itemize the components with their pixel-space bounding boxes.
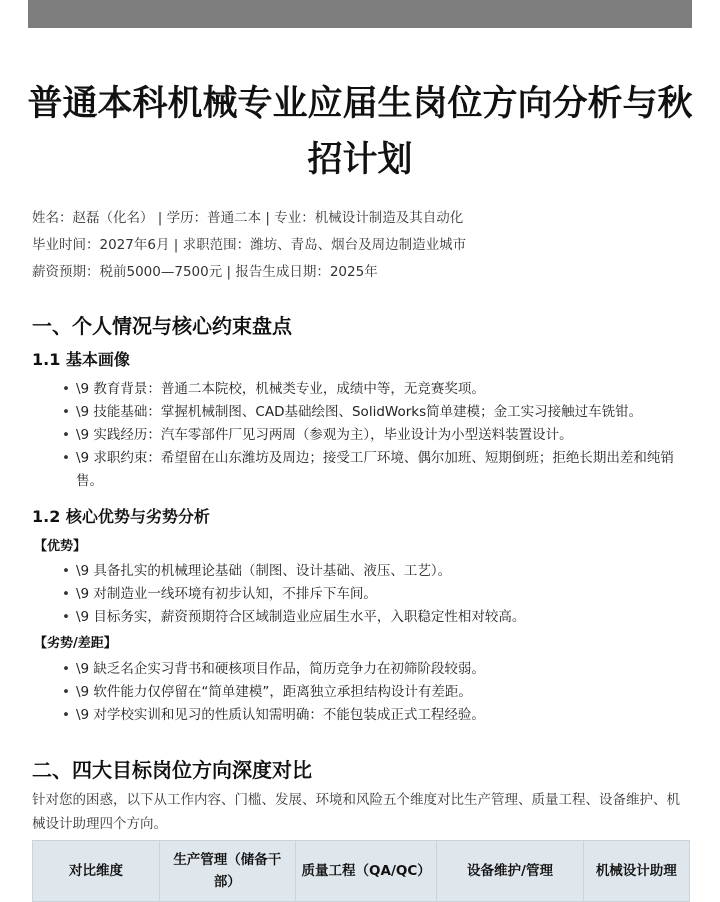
comparison-intro: 针对您的困惑，以下从工作内容、门槛、发展、环境和风险五个维度对比生产管理、质量工程、设备维护、机械设计助理四个方向。: [32, 792, 680, 832]
page-title: 普通本科机械专业应届生岗位方向分析与秋招计划: [27, 84, 693, 180]
meta-line-graduation: 毕业时间：2027年6月 | 求职范围：潍坊、青岛、烟台及周边制造业城市: [32, 237, 467, 253]
weaknesses-label: 【劣势/差距】: [34, 636, 117, 651]
table-header-cell: 质量工程（QA/QC）: [295, 841, 437, 902]
list-item: • \9 技能基础：掌握机械制图、CAD基础绘图、SolidWorks简单建模；金工实习接触过车铣钳。: [0, 401, 720, 424]
subsection-heading-swot: 1.2 核心优势与劣势分析: [32, 507, 210, 526]
subsection-heading-profile: 1.1 基本画像: [32, 350, 130, 369]
strengths-label: 【优势】: [34, 539, 87, 554]
list-item: • \9 缺乏名企实习背书和硬核项目作品，简历竞争力在初筛阶段较弱。: [0, 658, 720, 681]
table-header-row: [33, 841, 690, 902]
list-item: • \9 对制造业一线环境有初步认知，不排斥下车间。: [0, 583, 720, 606]
list-item: • \9 目标务实，薪资预期符合区域制造业应届生水平，入职稳定性相对较高。: [0, 606, 720, 629]
list-item: • \9 实践经历：汽车零部件厂见习两周（参观为主），毕业设计为小型送料装置设计。: [0, 424, 720, 447]
list-item: • \9 求职约束：希望留在山东潍坊及周边；接受工厂环境、偶尔加班、短期倒班；拒绝长期出差和纯销售。: [0, 447, 720, 493]
list-item: • \9 具备扎实的机械理论基础（制图、设计基础、液压、工艺）。: [0, 560, 720, 583]
list-item: • \9 教育背景：普通二本院校，机械类专业，成绩中等，无竞赛奖项。: [0, 378, 720, 401]
section-heading-personal: 一、个人情况与核心约束盘点: [32, 314, 292, 338]
table-header-cell: 机械设计助理: [583, 841, 689, 902]
section-heading-comparison: 二、四大目标岗位方向深度对比: [32, 758, 312, 782]
profile-list: [0, 378, 720, 493]
strengths-list: [0, 560, 720, 629]
weaknesses-list: [0, 658, 720, 727]
meta-line-name: 姓名：赵磊（化名） | 学历：普通二本 | 专业：机械设计制造及其自动化: [32, 210, 464, 226]
top-bar: [28, 0, 692, 29]
table-header-cell: 对比维度: [33, 841, 160, 902]
meta-line-salary: 薪资预期：税前5000—7500元 | 报告生成日期：2025年: [32, 264, 378, 280]
table-header-cell: 生产管理（储备干部）: [160, 841, 295, 902]
list-item: • \9 对学校实训和见习的性质认知需明确：不能包装成正式工程经验。: [0, 704, 720, 727]
table-header-cell: 设备维护/管理: [437, 841, 583, 902]
comparison-table: [32, 840, 690, 902]
list-item: • \9 软件能力仅停留在“简单建模”，距离独立承担结构设计有差距。: [0, 681, 720, 704]
